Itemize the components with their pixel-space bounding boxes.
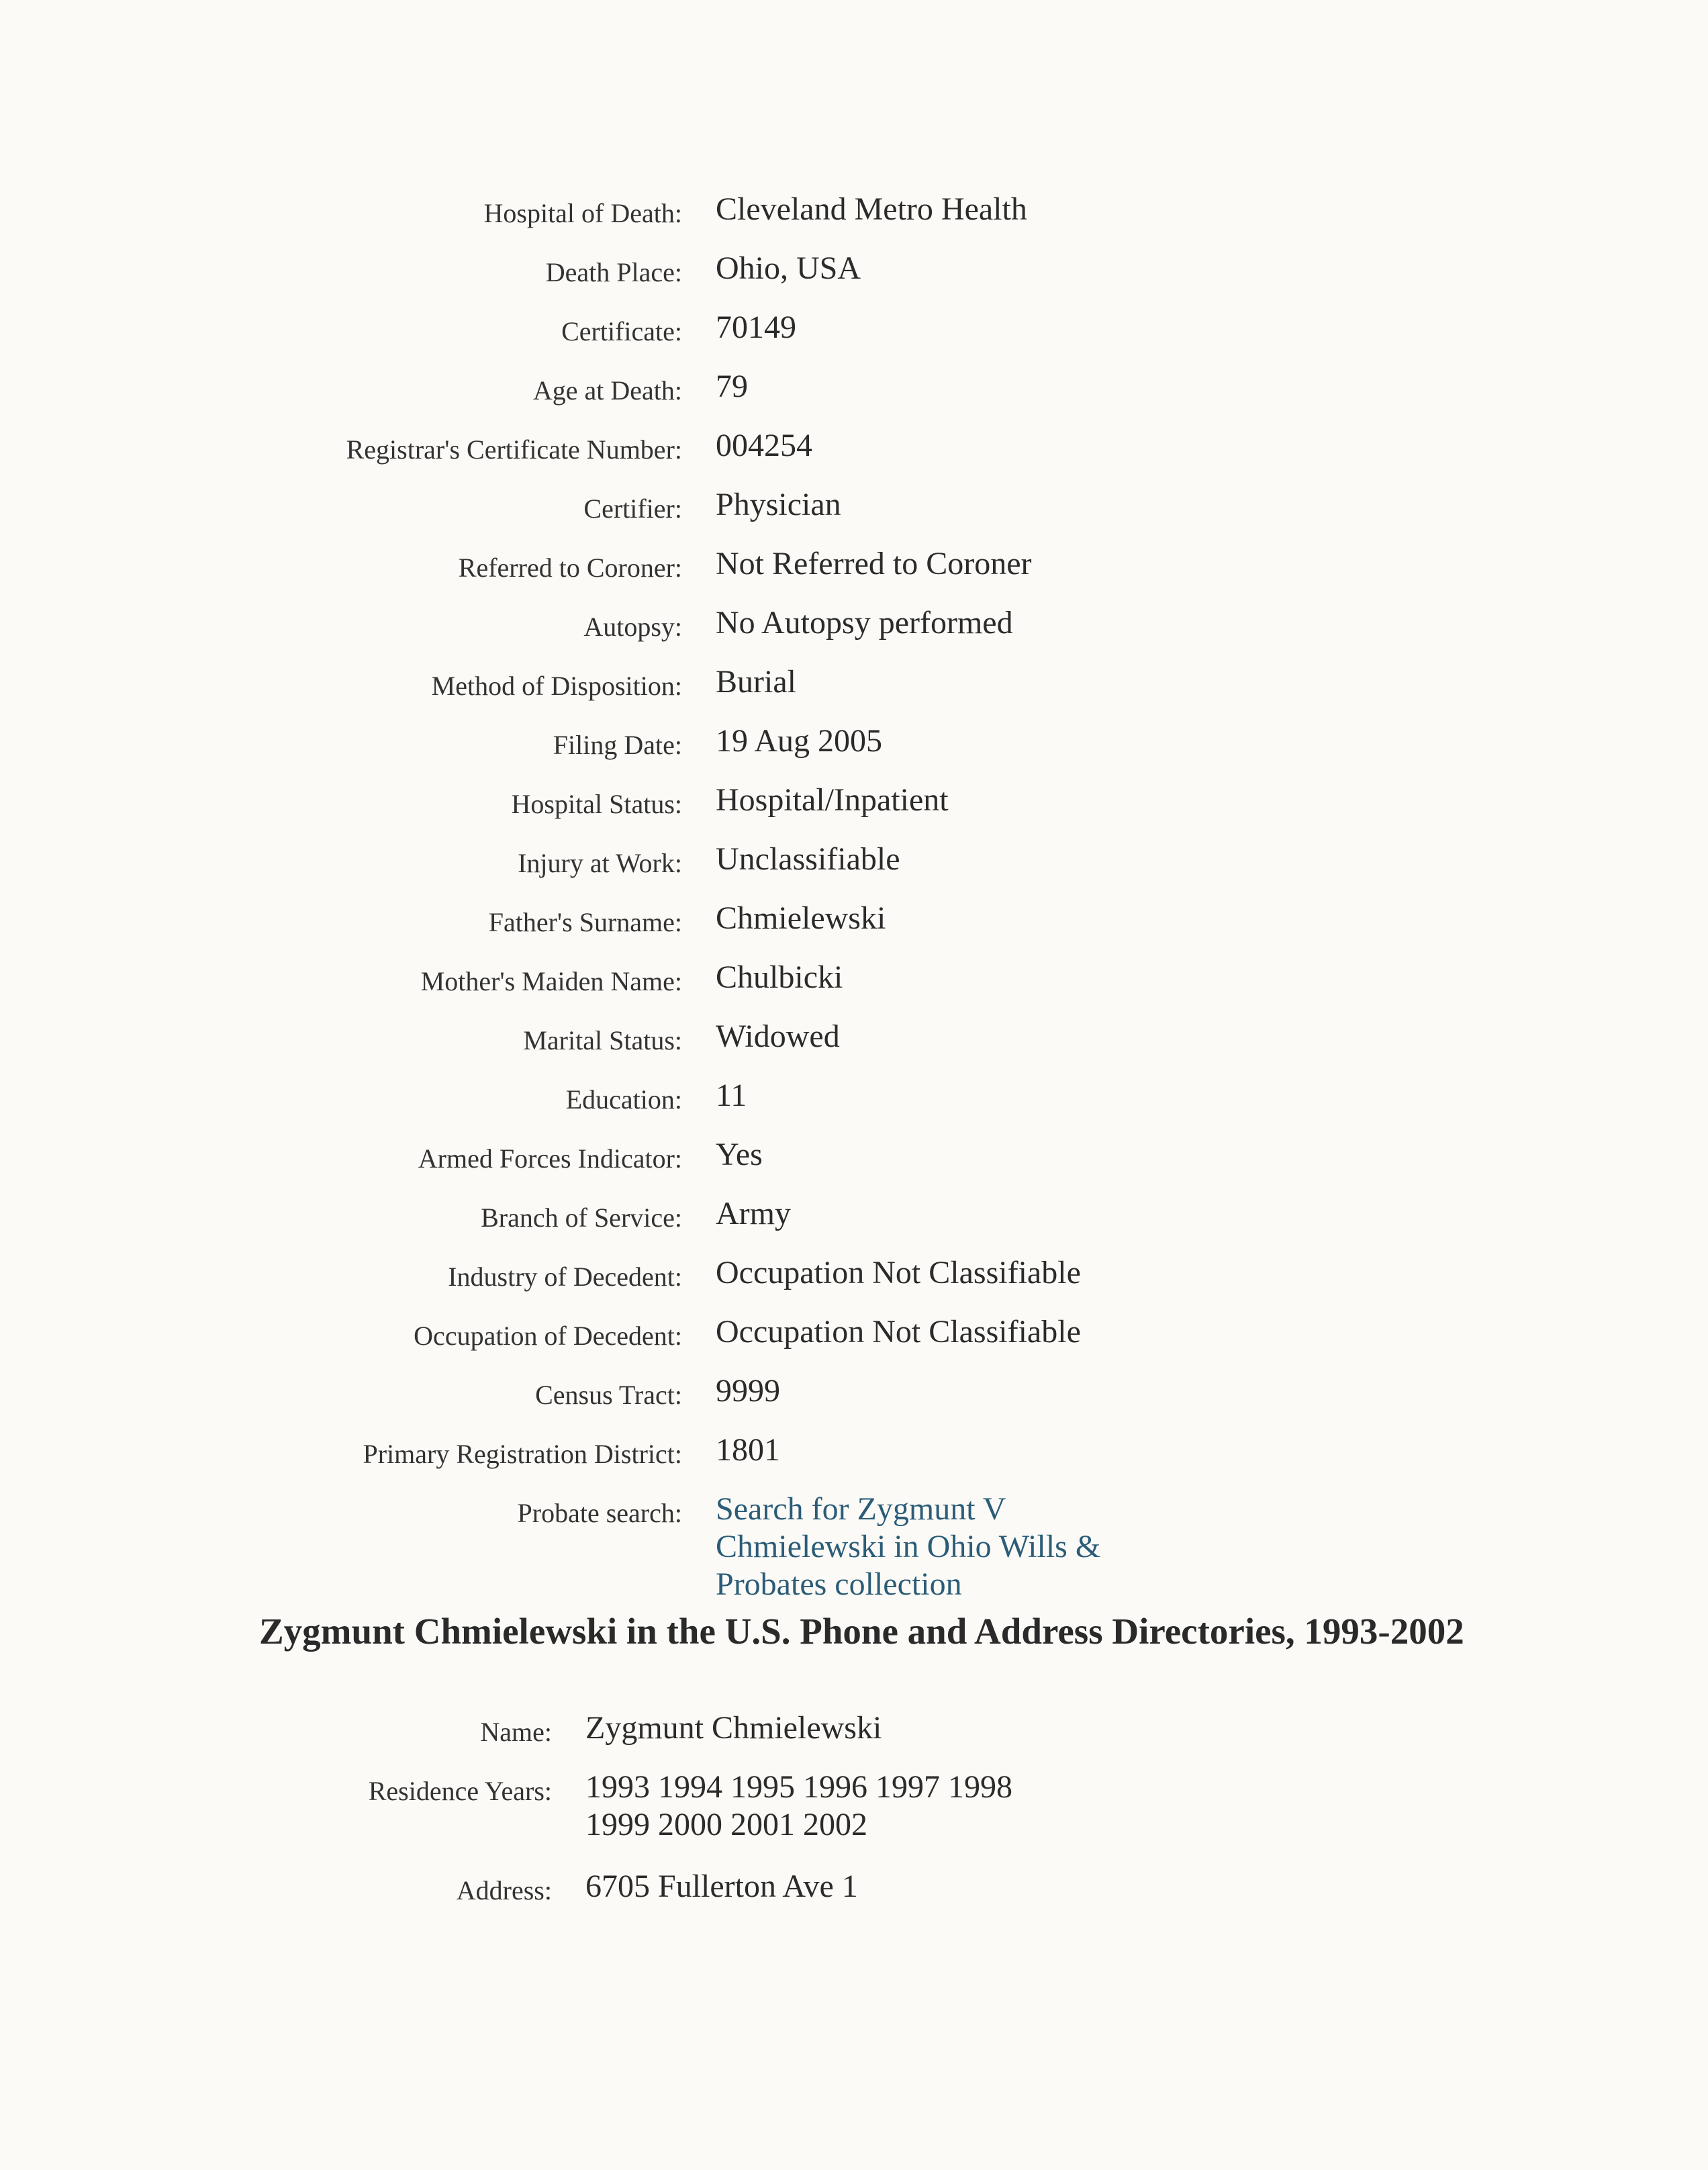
- field-row-name: [0, 1709, 1708, 1768]
- field-label: Armed Forces Indicator:: [418, 1143, 682, 1174]
- field-label: Residence Years:: [368, 1776, 552, 1806]
- field-row-filing-date: [0, 722, 1708, 782]
- field-value: 19 Aug 2005: [716, 723, 883, 759]
- field-row-age-at-death: [0, 368, 1708, 427]
- field-row-certifier: [0, 486, 1708, 545]
- field-value: Not Referred to Coroner: [716, 546, 1032, 581]
- field-label: Age at Death:: [532, 375, 682, 406]
- field-row-hospital-of-death: [0, 191, 1708, 250]
- field-label: Name:: [480, 1717, 552, 1747]
- field-label: Injury at Work:: [518, 848, 682, 878]
- field-row-industry-of-decedent: [0, 1254, 1708, 1313]
- field-label: Death Place:: [545, 257, 682, 287]
- field-value: Ohio, USA: [716, 250, 861, 286]
- field-value: Cleveland Metro Health: [716, 191, 1027, 227]
- field-label: Branch of Service:: [481, 1202, 682, 1233]
- field-row-probate-search: [0, 1491, 1708, 1603]
- field-row-injury-at-work: [0, 841, 1708, 900]
- field-value: Army: [716, 1196, 791, 1231]
- field-value: Unclassifiable: [716, 841, 900, 877]
- field-value: Widowed: [716, 1019, 840, 1054]
- field-label: Filing Date:: [553, 730, 682, 760]
- field-row-census-tract: [0, 1372, 1708, 1431]
- field-value: 9999: [716, 1373, 780, 1409]
- field-value: Physician: [716, 487, 841, 522]
- field-row-hospital-status: [0, 782, 1708, 841]
- field-value: 70149: [716, 310, 796, 345]
- field-value: Burial: [716, 664, 796, 700]
- field-row-autopsy: [0, 604, 1708, 663]
- field-label: Primary Registration District:: [363, 1439, 682, 1469]
- field-value: 004254: [716, 428, 812, 463]
- field-label: Mother's Maiden Name:: [420, 966, 682, 996]
- field-row-fathers-surname: [0, 900, 1708, 959]
- field-row-education: [0, 1077, 1708, 1136]
- directory-section-heading: Zygmunt Chmielewski in the U.S. Phone and Address Directories, 1993-2002: [259, 1611, 1464, 1652]
- field-row-occupation-of-decedent: [0, 1313, 1708, 1372]
- field-row-address: [0, 1868, 1708, 1927]
- field-row-branch-of-service: [0, 1195, 1708, 1254]
- field-label: Marital Status:: [523, 1025, 682, 1055]
- death-record-fields: [0, 191, 1708, 1603]
- field-value: Chmielewski: [716, 900, 886, 936]
- field-value: Hospital/Inpatient: [716, 782, 949, 818]
- field-value: 1801: [716, 1432, 780, 1468]
- field-value: Yes: [716, 1137, 763, 1172]
- field-label: Occupation of Decedent:: [414, 1321, 682, 1351]
- field-label: Referred to Coroner:: [458, 553, 682, 583]
- field-row-death-place: [0, 250, 1708, 309]
- field-value: 11: [716, 1078, 747, 1113]
- field-row-mothers-maiden-name: [0, 959, 1708, 1018]
- field-value: Chulbicki: [716, 959, 843, 995]
- field-label: Autopsy:: [583, 612, 682, 642]
- field-row-residence-years: [0, 1768, 1708, 1868]
- field-value: 6705 Fullerton Ave 1: [585, 1869, 858, 1904]
- field-label: Certifier:: [583, 493, 682, 524]
- probate-search-link[interactable]: Search for Zygmunt V Chmielewski in Ohio Wills & Probates collection: [716, 1491, 1101, 1602]
- field-row-registrar-certificate-number: [0, 427, 1708, 486]
- probate-search-label: Probate search:: [517, 1498, 682, 1528]
- field-value: 1993 1994 1995 1996 1997 1998 1999 2000 2001 2002: [585, 1769, 1012, 1842]
- field-label: Registrar's Certificate Number:: [346, 434, 682, 465]
- field-value: No Autopsy performed: [716, 605, 1013, 641]
- field-label: Hospital of Death:: [483, 198, 682, 228]
- directory-fields: [0, 1709, 1708, 1927]
- field-row-certificate: [0, 309, 1708, 368]
- field-label: Census Tract:: [535, 1380, 682, 1410]
- field-row-armed-forces-indicator: [0, 1136, 1708, 1195]
- field-row-referred-to-coroner: [0, 545, 1708, 604]
- field-label: Address:: [456, 1875, 552, 1905]
- field-row-method-of-disposition: [0, 663, 1708, 722]
- field-value: Occupation Not Classifiable: [716, 1255, 1081, 1290]
- field-row-primary-registration-district: [0, 1431, 1708, 1491]
- field-row-marital-status: [0, 1018, 1708, 1077]
- field-label: Certificate:: [561, 316, 682, 346]
- field-value: Zygmunt Chmielewski: [585, 1710, 882, 1746]
- field-label: Father's Surname:: [488, 907, 682, 937]
- field-value: Occupation Not Classifiable: [716, 1314, 1081, 1350]
- field-label: Method of Disposition:: [431, 671, 682, 701]
- field-label: Industry of Decedent:: [448, 1262, 682, 1292]
- field-value: 79: [716, 369, 748, 404]
- field-label: Hospital Status:: [511, 789, 682, 819]
- field-label: Education:: [565, 1084, 682, 1115]
